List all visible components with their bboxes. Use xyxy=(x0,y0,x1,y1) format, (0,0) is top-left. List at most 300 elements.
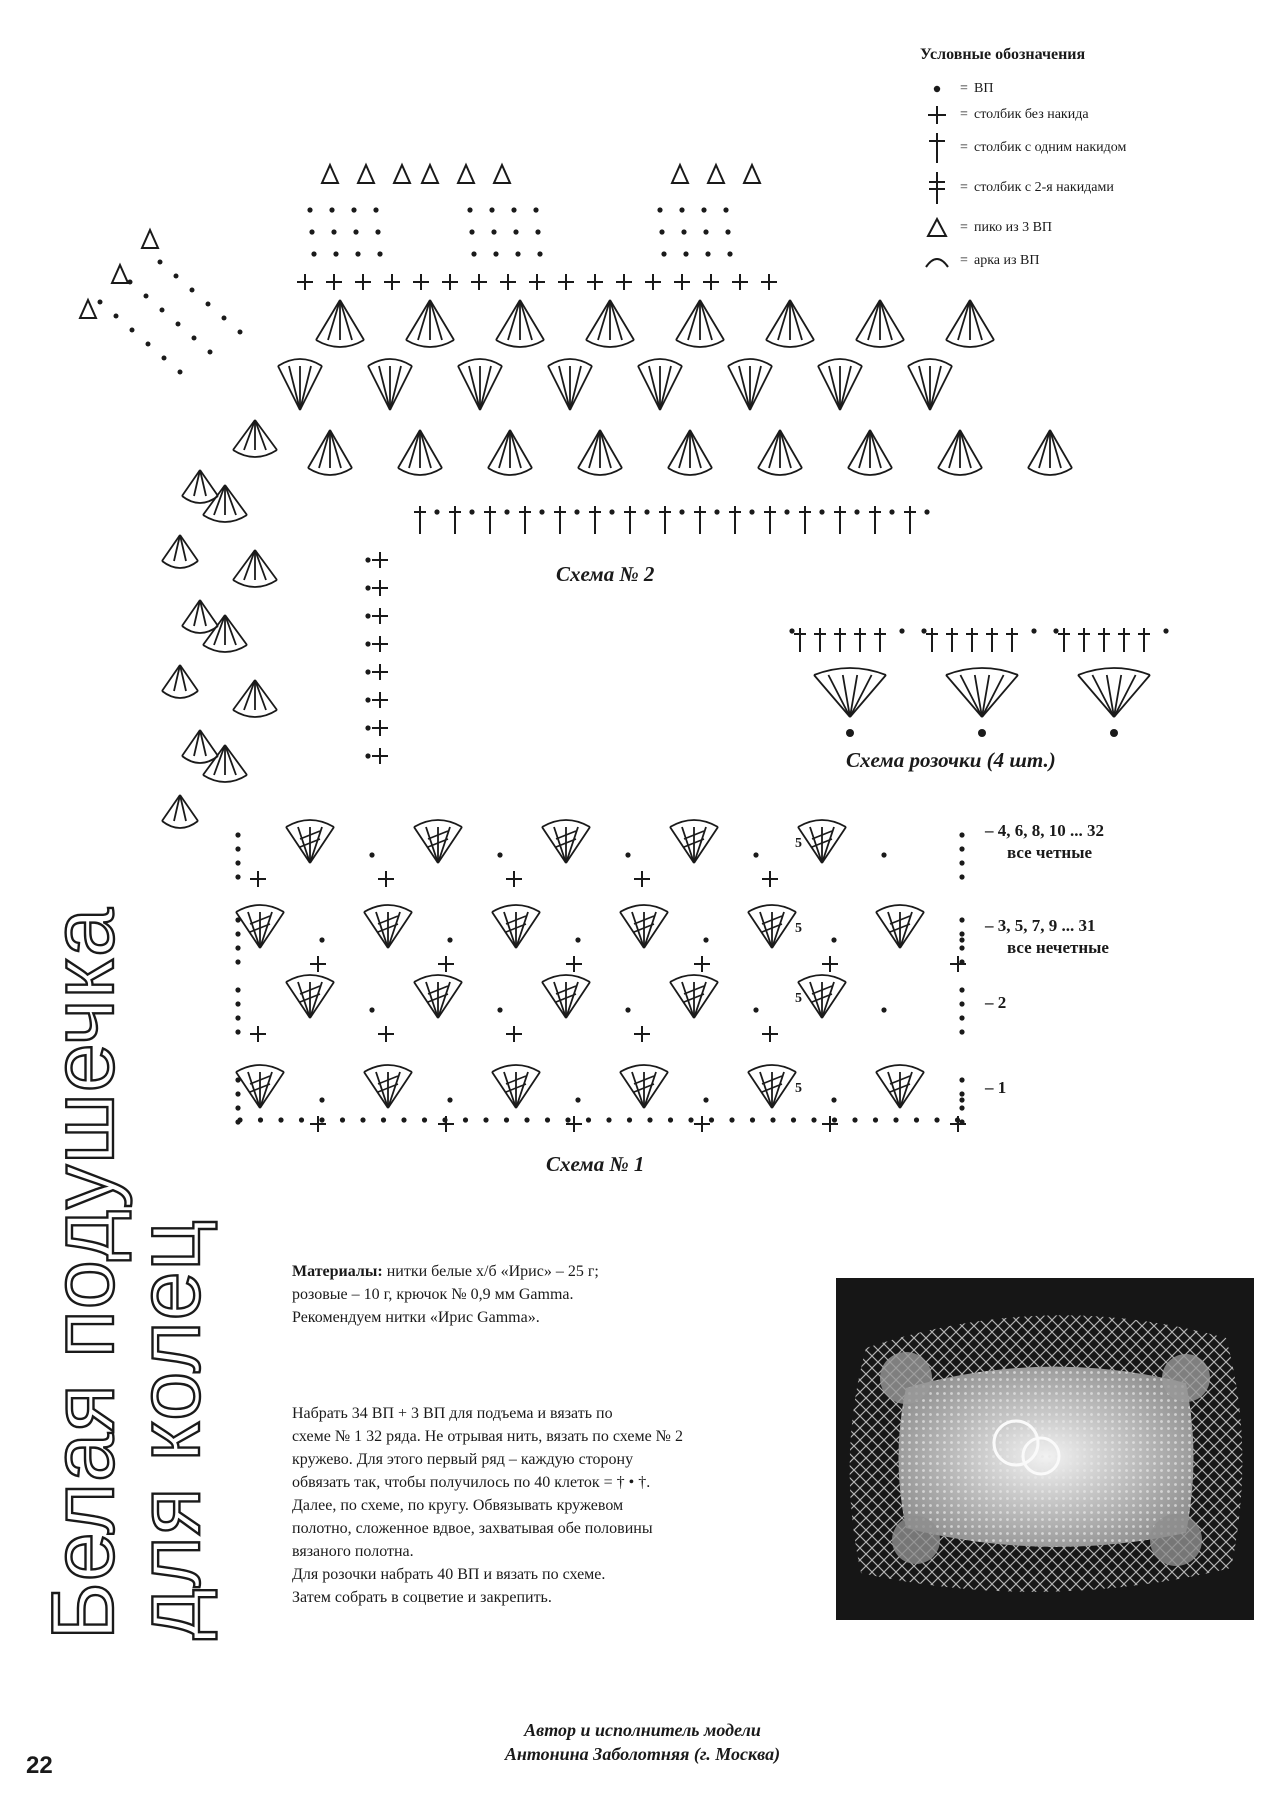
chain-dot-icon xyxy=(959,1029,964,1034)
legend-item-label: арка из ВП xyxy=(974,253,1040,268)
chain-dot-icon xyxy=(955,1117,960,1122)
instruction-line: кружево. Для этого первый ряд – каждую сторону xyxy=(292,1451,634,1468)
stitch-line xyxy=(388,912,412,948)
chain-dot-icon xyxy=(574,509,579,514)
chain-dot-icon xyxy=(504,1117,509,1122)
arc-icon xyxy=(542,975,590,982)
chain-dot-icon xyxy=(365,641,370,646)
chain-dot-icon xyxy=(434,509,439,514)
stitch-line xyxy=(818,366,840,410)
stitch-line xyxy=(739,366,750,410)
chain-dot-icon xyxy=(447,1097,452,1102)
chain-dot-icon xyxy=(235,917,240,922)
chain-dot-icon xyxy=(959,1097,964,1102)
stitch-line xyxy=(225,745,236,775)
stitch-line xyxy=(1050,430,1061,468)
chain-dot-icon xyxy=(469,509,474,514)
row-label-odd: – 3, 5, 7, 9 ... 31 все нечетные xyxy=(985,916,1109,957)
stitch-line xyxy=(690,430,701,468)
stitch-line xyxy=(900,1072,924,1108)
stitch-line xyxy=(870,430,881,468)
chain-dot-icon xyxy=(235,874,240,879)
stitch-line xyxy=(780,430,802,468)
arc-icon xyxy=(620,1065,668,1072)
triangle-icon xyxy=(394,165,410,183)
stitch-line xyxy=(958,300,970,340)
chain-dot-icon xyxy=(959,846,964,851)
stitch-line xyxy=(559,366,570,410)
single-crochet-icon xyxy=(834,628,846,652)
chain-dot-icon xyxy=(881,852,886,857)
plus-icon xyxy=(645,274,661,290)
chain-dot-icon xyxy=(511,207,516,212)
chain-dot-icon xyxy=(489,207,494,212)
plus-icon xyxy=(616,274,632,290)
stitch-line xyxy=(868,300,880,340)
author-credit: Автор и исполнитель модели Антонина Заболотняя (г. Москва) xyxy=(504,1720,781,1764)
stitch-line xyxy=(688,300,700,340)
stitch-line xyxy=(225,485,236,515)
chain-dot-icon xyxy=(535,229,540,234)
stitch-line xyxy=(780,430,791,468)
stitch-line xyxy=(233,680,255,710)
row-label-1: – 1 xyxy=(985,1078,1007,1097)
chain-dot-icon xyxy=(791,1117,796,1122)
chain-dot-icon xyxy=(114,314,119,319)
chain-dot-icon xyxy=(609,509,614,514)
stitch-line xyxy=(488,430,510,468)
arc-icon xyxy=(578,468,622,475)
chain-dot-icon xyxy=(784,509,789,514)
stitch-line xyxy=(430,300,442,340)
triangle-icon xyxy=(458,165,474,183)
chain-dot-icon xyxy=(701,207,706,212)
stitch-line xyxy=(949,430,960,468)
chain-dot-icon xyxy=(959,1001,964,1006)
chain-dot-icon xyxy=(422,1117,427,1122)
stitch-line xyxy=(214,485,225,515)
legend-item-label: столбик без накида xyxy=(974,107,1089,122)
chain-dot-icon xyxy=(208,350,213,355)
plus-icon xyxy=(762,1026,778,1042)
stitch-line xyxy=(308,430,330,468)
arc-icon xyxy=(233,710,277,717)
stitch-line xyxy=(480,366,502,410)
chain-dot-icon xyxy=(959,945,964,950)
chain-dot-icon xyxy=(373,207,378,212)
arc-icon xyxy=(798,820,846,827)
plus-icon xyxy=(566,956,582,972)
arc-icon xyxy=(364,1065,412,1072)
stitch-line xyxy=(946,300,970,340)
chain-dot-icon xyxy=(959,937,964,942)
chain-dot-icon xyxy=(644,509,649,514)
legend-item-label: ВП xyxy=(974,81,994,96)
stitch-line xyxy=(516,1072,540,1108)
arc-icon xyxy=(308,468,352,475)
stitch-line xyxy=(398,430,420,468)
stitch-line xyxy=(694,982,718,1018)
chain-dot-icon xyxy=(959,874,964,879)
chain-dot-icon xyxy=(340,1117,345,1122)
plus-icon xyxy=(761,274,777,290)
chain-dot-icon xyxy=(369,852,374,857)
pillow-photo xyxy=(836,1278,1254,1620)
arc-icon xyxy=(458,359,502,366)
instruction-line: Затем собрать в соцветие и закрепить. xyxy=(292,1589,552,1606)
chain-dot-icon xyxy=(831,1097,836,1102)
chain-dot-icon xyxy=(661,251,666,256)
chain-dot-icon xyxy=(497,852,502,857)
arc-icon xyxy=(316,340,364,347)
chain-dot-icon xyxy=(659,229,664,234)
chain-dot-icon xyxy=(537,251,542,256)
plus-icon xyxy=(326,274,342,290)
chain-dot-icon xyxy=(709,1117,714,1122)
chain-dot-icon xyxy=(235,959,240,964)
materials-label: Материалы: xyxy=(292,1263,383,1280)
plus-icon xyxy=(438,956,454,972)
materials-line-1: нитки белые х/б «Ирис» – 25 г; xyxy=(386,1263,599,1280)
stitch-line xyxy=(496,300,520,340)
chain-dot-icon xyxy=(235,846,240,851)
single-crochet-icon xyxy=(966,628,978,652)
title-line-1: Белая подушечка xyxy=(33,906,132,1640)
arc-icon xyxy=(278,359,322,366)
chain-dot-icon xyxy=(333,251,338,256)
legend-item-label: пико из 3 ВП xyxy=(974,220,1053,235)
stitch-line xyxy=(822,982,846,1018)
stitch-line xyxy=(469,366,480,410)
instruction-line: обвязать так, чтобы получилось по 40 клеток = † • †. xyxy=(292,1474,651,1491)
stitch-line xyxy=(960,430,971,468)
arc-icon xyxy=(286,820,334,827)
chain-dot-icon xyxy=(235,1077,240,1082)
chain-dot-icon xyxy=(914,1117,919,1122)
single-crochet-icon xyxy=(926,628,938,652)
chain-dot-icon xyxy=(515,251,520,256)
chain-dot-icon xyxy=(959,959,964,964)
stitch-line xyxy=(566,982,590,1018)
materials-block xyxy=(292,1260,722,1329)
arc-icon xyxy=(414,820,462,827)
chain-dot-icon xyxy=(789,628,794,633)
chain-dot-icon xyxy=(365,669,370,674)
legend-item-label: столбик с 2-я накидами xyxy=(974,180,1114,195)
arc-icon xyxy=(1078,668,1150,675)
legend-item-single: = столбик без накида xyxy=(920,102,1220,128)
plus-icon xyxy=(506,871,522,887)
single-crochet-icon xyxy=(874,628,886,652)
chain-dot-icon xyxy=(235,931,240,936)
plus-icon xyxy=(250,871,266,887)
chain-dot-icon xyxy=(130,328,135,333)
arc-icon xyxy=(542,820,590,827)
chain-dot-icon xyxy=(959,1091,964,1096)
single-crochet-icon xyxy=(764,506,776,534)
stitch-line xyxy=(438,827,462,863)
chain-dot-icon xyxy=(959,917,964,922)
chain-dot-icon xyxy=(753,1007,758,1012)
plus-icon xyxy=(634,1026,650,1042)
plus-icon xyxy=(355,274,371,290)
arc-icon xyxy=(236,1065,284,1072)
chain-dot-icon xyxy=(959,1119,964,1124)
stitch-line xyxy=(930,366,952,410)
stitch-line xyxy=(516,912,540,948)
arc-icon xyxy=(668,468,712,475)
chain-dot-icon xyxy=(959,931,964,936)
chain-dot-icon xyxy=(235,832,240,837)
stitch-line xyxy=(310,982,334,1018)
chain-dot-icon xyxy=(959,860,964,865)
materials-line-2: розовые – 10 г, крючок № 0,9 мм Gamma. xyxy=(292,1286,574,1303)
stitch-line xyxy=(244,420,255,450)
stitch-line xyxy=(694,827,718,863)
chain-dot-icon xyxy=(679,207,684,212)
chain-dot-icon xyxy=(627,1117,632,1122)
chain-dot-icon xyxy=(144,294,149,299)
stitch-line xyxy=(908,366,930,410)
chain-dot-icon xyxy=(811,1117,816,1122)
stitch-line xyxy=(510,430,532,468)
stitch-line xyxy=(750,366,761,410)
arc-icon xyxy=(492,1065,540,1072)
stitch-line xyxy=(676,300,700,340)
stitch-line xyxy=(610,300,622,340)
stitch-line xyxy=(214,615,225,645)
single-crochet-icon xyxy=(1138,628,1150,652)
chain-dot-icon xyxy=(921,628,926,633)
stitch-line xyxy=(600,430,611,468)
chain-dot-icon xyxy=(625,852,630,857)
chain-dot-icon xyxy=(307,207,312,212)
chain-dot-icon xyxy=(469,229,474,234)
materials-line-3: Рекомендуем нитки «Ирис Gamma». xyxy=(292,1309,540,1326)
chain-dot-icon xyxy=(351,207,356,212)
stitch-line xyxy=(790,300,814,340)
plus-icon xyxy=(694,1116,710,1132)
stitch-line xyxy=(520,300,544,340)
arc-icon xyxy=(876,1065,924,1072)
stitch-line xyxy=(778,300,790,340)
stitch-line xyxy=(260,1072,284,1108)
chain-dot-icon xyxy=(319,937,324,942)
single-crochet-icon xyxy=(1006,628,1018,652)
plus-icon xyxy=(529,274,545,290)
stitch-line xyxy=(255,680,266,710)
stitch-line xyxy=(610,300,634,340)
chain-dot-icon xyxy=(190,288,195,293)
stitch-line xyxy=(233,420,255,450)
stitch-line xyxy=(458,366,480,410)
arc-icon xyxy=(398,468,442,475)
stitch-line xyxy=(728,366,750,410)
plus-icon xyxy=(703,274,719,290)
plus-icon xyxy=(384,274,400,290)
instruction-line: схеме № 1 32 ряда. Не отрывая нить, вязать по схеме № 2 xyxy=(292,1428,683,1445)
plus-icon xyxy=(506,1026,522,1042)
chain-dot-icon xyxy=(299,1117,304,1122)
chain-dot-icon xyxy=(703,229,708,234)
chain-dot-icon xyxy=(959,832,964,837)
legend-item-arc: = арка из ВП xyxy=(920,248,1220,274)
stitch-line xyxy=(340,300,352,340)
chain-dot-icon xyxy=(832,1117,837,1122)
single-crochet-icon xyxy=(834,506,846,534)
instruction-line: Далее, по схеме, по кругу. Обвязывать кружевом xyxy=(292,1497,624,1514)
stitch-line xyxy=(970,300,994,340)
stitch-line xyxy=(600,430,622,468)
plus-icon xyxy=(762,871,778,887)
stitch-line xyxy=(840,366,862,410)
legend-title: Условные обозначения xyxy=(920,46,1086,63)
legend-item-dc: = столбик с одним накидом xyxy=(920,128,1220,168)
chain-dot-icon xyxy=(893,1117,898,1122)
stitch-line xyxy=(310,827,334,863)
chain-dot-icon xyxy=(679,509,684,514)
plus-icon xyxy=(372,636,388,652)
stitch-line xyxy=(919,366,930,410)
chain-dot-icon xyxy=(524,1117,529,1122)
chain-dot-icon xyxy=(365,613,370,618)
row-label-2: – 2 xyxy=(985,993,1007,1012)
plus-icon xyxy=(732,274,748,290)
single-crochet-icon xyxy=(814,628,826,652)
triangle-icon xyxy=(708,165,724,183)
stitch-line xyxy=(660,366,671,410)
chain-dot-icon xyxy=(606,1117,611,1122)
chain-dot-icon xyxy=(668,1117,673,1122)
stitch-line xyxy=(589,430,600,468)
chain-dot-icon xyxy=(235,1029,240,1034)
chain-dot-icon xyxy=(657,207,662,212)
chain-dot-icon xyxy=(235,1015,240,1020)
instruction-line: Набрать 34 ВП + 3 ВП для подъема и вязать по xyxy=(292,1405,613,1422)
arc-icon xyxy=(364,905,412,912)
arc-icon xyxy=(233,450,277,457)
plus-icon xyxy=(674,274,690,290)
chain-dot-icon xyxy=(331,229,336,234)
stitch-line xyxy=(700,300,712,340)
chain-dot-icon xyxy=(493,251,498,256)
single-crochet-icon xyxy=(869,506,881,534)
chain-dot-icon xyxy=(703,937,708,942)
arc-icon xyxy=(818,359,862,366)
stitch-line xyxy=(278,366,300,410)
chain-dot-icon xyxy=(381,1117,386,1122)
legend-item-tr: = столбик с 2-я накидами xyxy=(920,168,1220,208)
chain-dot-icon xyxy=(176,322,181,327)
chain-dot-icon xyxy=(959,1015,964,1020)
arc-icon xyxy=(938,468,982,475)
plus-icon xyxy=(587,274,603,290)
fan-number: 5 xyxy=(795,921,802,936)
chain-dot-icon xyxy=(504,509,509,514)
stitch-line xyxy=(822,827,846,863)
chain-dot-icon xyxy=(319,1097,324,1102)
chain-dot-icon xyxy=(206,302,211,307)
chain-dot-icon xyxy=(237,1117,242,1122)
single-crochet-icon xyxy=(554,506,566,534)
arc-icon xyxy=(676,340,724,347)
stitch-line xyxy=(438,982,462,1018)
plus-icon xyxy=(372,692,388,708)
stitch-line xyxy=(790,300,802,340)
triangle-icon xyxy=(142,230,158,248)
chain-dot-icon xyxy=(934,1117,939,1122)
chain-dot-icon xyxy=(178,370,183,375)
stitch-line xyxy=(244,680,255,710)
chain-dot-icon xyxy=(959,987,964,992)
stitch-line xyxy=(690,430,712,468)
stitch-line xyxy=(570,366,581,410)
stitch-line xyxy=(772,1072,796,1108)
rose-caption: Схема розочки (4 шт.) xyxy=(846,748,1056,772)
fan-number: 5 xyxy=(795,836,802,851)
chain-dot-icon xyxy=(497,1007,502,1012)
triangle-icon xyxy=(422,165,438,183)
stitch-line xyxy=(255,550,266,580)
chain-dot-icon xyxy=(1031,628,1036,633)
stitch-line xyxy=(233,550,255,580)
stitch-line xyxy=(598,300,610,340)
chain-dot-icon xyxy=(491,229,496,234)
stitch-line xyxy=(578,430,600,468)
stitch-line xyxy=(766,300,790,340)
stitch-line xyxy=(388,1072,412,1108)
chain-dot-icon xyxy=(235,1091,240,1096)
chain-dot-icon xyxy=(235,860,240,865)
arc-icon xyxy=(946,340,994,347)
arc-icon xyxy=(203,515,247,522)
arc-icon xyxy=(638,359,682,366)
chain-dot-icon xyxy=(447,937,452,942)
single-crochet-icon xyxy=(729,506,741,534)
chain-dot-icon xyxy=(959,1105,964,1110)
stitch-line xyxy=(679,430,690,468)
plus-icon xyxy=(634,871,650,887)
arc-icon xyxy=(766,340,814,347)
arc-icon xyxy=(586,340,634,347)
stitch-line xyxy=(499,430,510,468)
fan-number: 5 xyxy=(795,991,802,1006)
stitch-line xyxy=(769,430,780,468)
stitch-line xyxy=(409,430,420,468)
stitch-line xyxy=(970,300,982,340)
arc-icon xyxy=(233,580,277,587)
single-crochet-icon xyxy=(694,506,706,534)
stitch-line xyxy=(368,366,390,410)
stitch-line xyxy=(1050,430,1072,468)
chain-dot-icon xyxy=(533,207,538,212)
stitch-line xyxy=(938,430,960,468)
arc-icon xyxy=(236,905,284,912)
stitch-line xyxy=(750,366,772,410)
plus-icon xyxy=(372,664,388,680)
chain-dot-icon xyxy=(513,229,518,234)
arc-icon xyxy=(492,905,540,912)
chain-dot-icon xyxy=(688,1117,693,1122)
chain-dot-icon xyxy=(729,1117,734,1122)
plus-icon xyxy=(250,1026,266,1042)
chain-dot-icon xyxy=(365,697,370,702)
plus-icon xyxy=(471,274,487,290)
chain-dot-icon xyxy=(819,509,824,514)
stitch-line xyxy=(960,430,982,468)
instruction-line: Для розочки набрать 40 ВП и вязать по схеме. xyxy=(292,1566,606,1583)
stitch-line xyxy=(330,430,352,468)
